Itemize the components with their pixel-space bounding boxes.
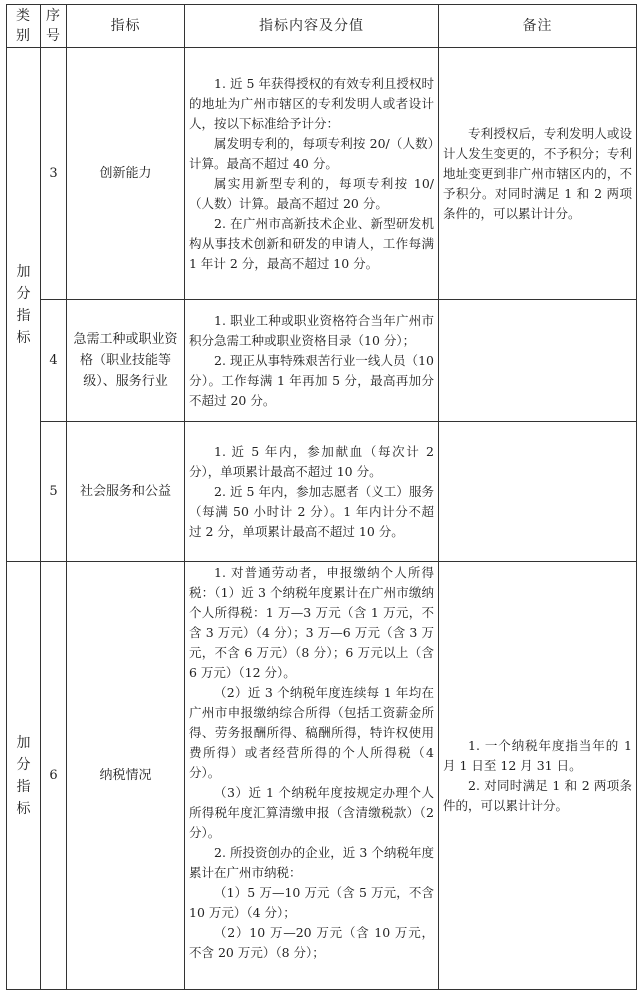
remark-cell [439,562,637,990]
header-content: 指标内容及分值 [185,5,439,48]
content-paragraph: （2）10 万—20 万元（含 10 万元，不含 20 万元）（8 分）； [189,925,434,960]
row-number: 4 [41,300,67,422]
content-paragraph: 2. 现正从事特殊艰苦行业一线人员（10 分）。工作每满 1 年再加 5 分，最高再加分不超过 20 分。 [189,352,434,408]
indicator-cell: 社会服务和公益 [67,422,185,562]
table-row [7,422,637,562]
content-cell [185,422,439,562]
table-row [7,300,637,422]
content-cell [185,48,439,300]
content-paragraph: 2. 在广州市高新技术企业、新型研发机构从事技术创新和研发的申请人，工作每满 1 年计 2 分，最高不超过 10 分。 [189,215,434,271]
content-paragraph: 属发明专利的，每项专利按 20/（人数）计算。最高不超过 40 分。 [189,135,434,171]
content-paragraph: （1）5 万—10 万元（含 5 万元，不含 10 万元）（4 分）； [189,885,434,920]
row-number: 5 [41,422,67,562]
content-paragraph: 1. 近 5 年获得授权的有效专利且授权时的地址为广州市辖区的专利发明人或者设计人，按以下标准给予计分： [189,75,434,131]
header-remark: 备注 [439,5,637,48]
content-paragraph: （3）近 1 个纳税年度按规定办理个人所得税年度汇算清缴申报（含清缴税款）（2 分）。 [189,785,434,840]
header-number: 序 号 [41,5,67,48]
indicator-cell: 急需工种或职业资格（职业技能等级）、服务行业 [67,300,185,422]
category-cell: 加 分 指 标 [7,562,41,990]
header-category: 类 别 [7,5,41,48]
content-cell [185,300,439,422]
remark-cell [439,48,637,300]
row-number: 6 [41,562,67,990]
content-cell [185,562,439,990]
table-header-row [7,5,637,48]
indicator-cell: 创新能力 [67,48,185,300]
content-paragraph: （2）近 3 个纳税年度连续每 1 年均在广州市申报缴纳综合所得（包括工资薪金所得、劳务报酬所得、稿酬所得，特许权使用费所得）或者经营所得的个人所得税（4 分）。 [189,685,434,780]
category-cell: 加 分 指 标 [7,48,41,562]
remark-cell [439,300,637,422]
content-paragraph: 2. 所投资创办的企业，近 3 个纳税年度累计在广州市纳税： [189,845,434,880]
table-row [7,48,637,300]
content-paragraph: 1. 近 5 年内，参加献血（每次计 2 分），单项累计最高不超过 10 分。 [189,443,434,479]
content-paragraph: 属实用新型专利的，每项专利按 10/（人数）计算。最高不超过 20 分。 [189,175,434,211]
table-row [7,562,637,990]
header-indicator: 指标 [67,5,185,48]
remark-cell [439,422,637,562]
scoring-table [6,4,637,990]
remark-paragraph: 2. 对同时满足 1 和 2 两项条件的，可以累计计分。 [443,777,632,813]
content-paragraph: 2. 近 5 年内，参加志愿者（义工）服务（每满 50 小时计 2 分）。1 年内计分不超过 2 分，单项累计最高不超过 10 分。 [189,483,434,539]
row-number: 3 [41,48,67,300]
remark-paragraph: 专利授权后，专利发明人或设计人发生变更的，不予积分；专利地址变更到非广州市辖区内的，不予积分。对同时满足 1 和 2 两项条件的，可以累计计分。 [443,125,632,221]
remark-paragraph: 1. 一个纳税年度指当年的 1 月 1 日至 12 月 31 日。 [443,737,632,773]
content-paragraph: 1. 对普通劳动者，申报缴纳个人所得税：（1）近 3 个纳税年度累计在广州市缴纳个人所得税：1 万—3 万元（含 1 万元，不含 3 万元）（4 分）；3 万—6 万元（含 3 万元，不含 6 万元）（8 分）；6 万元以上（含 6 万元）（12 分）。 [189,565,434,680]
content-paragraph: 1. 职业工种或职业资格符合当年广州市积分急需工种或职业资格目录（10 分）； [189,312,434,348]
indicator-cell: 纳税情况 [67,562,185,990]
